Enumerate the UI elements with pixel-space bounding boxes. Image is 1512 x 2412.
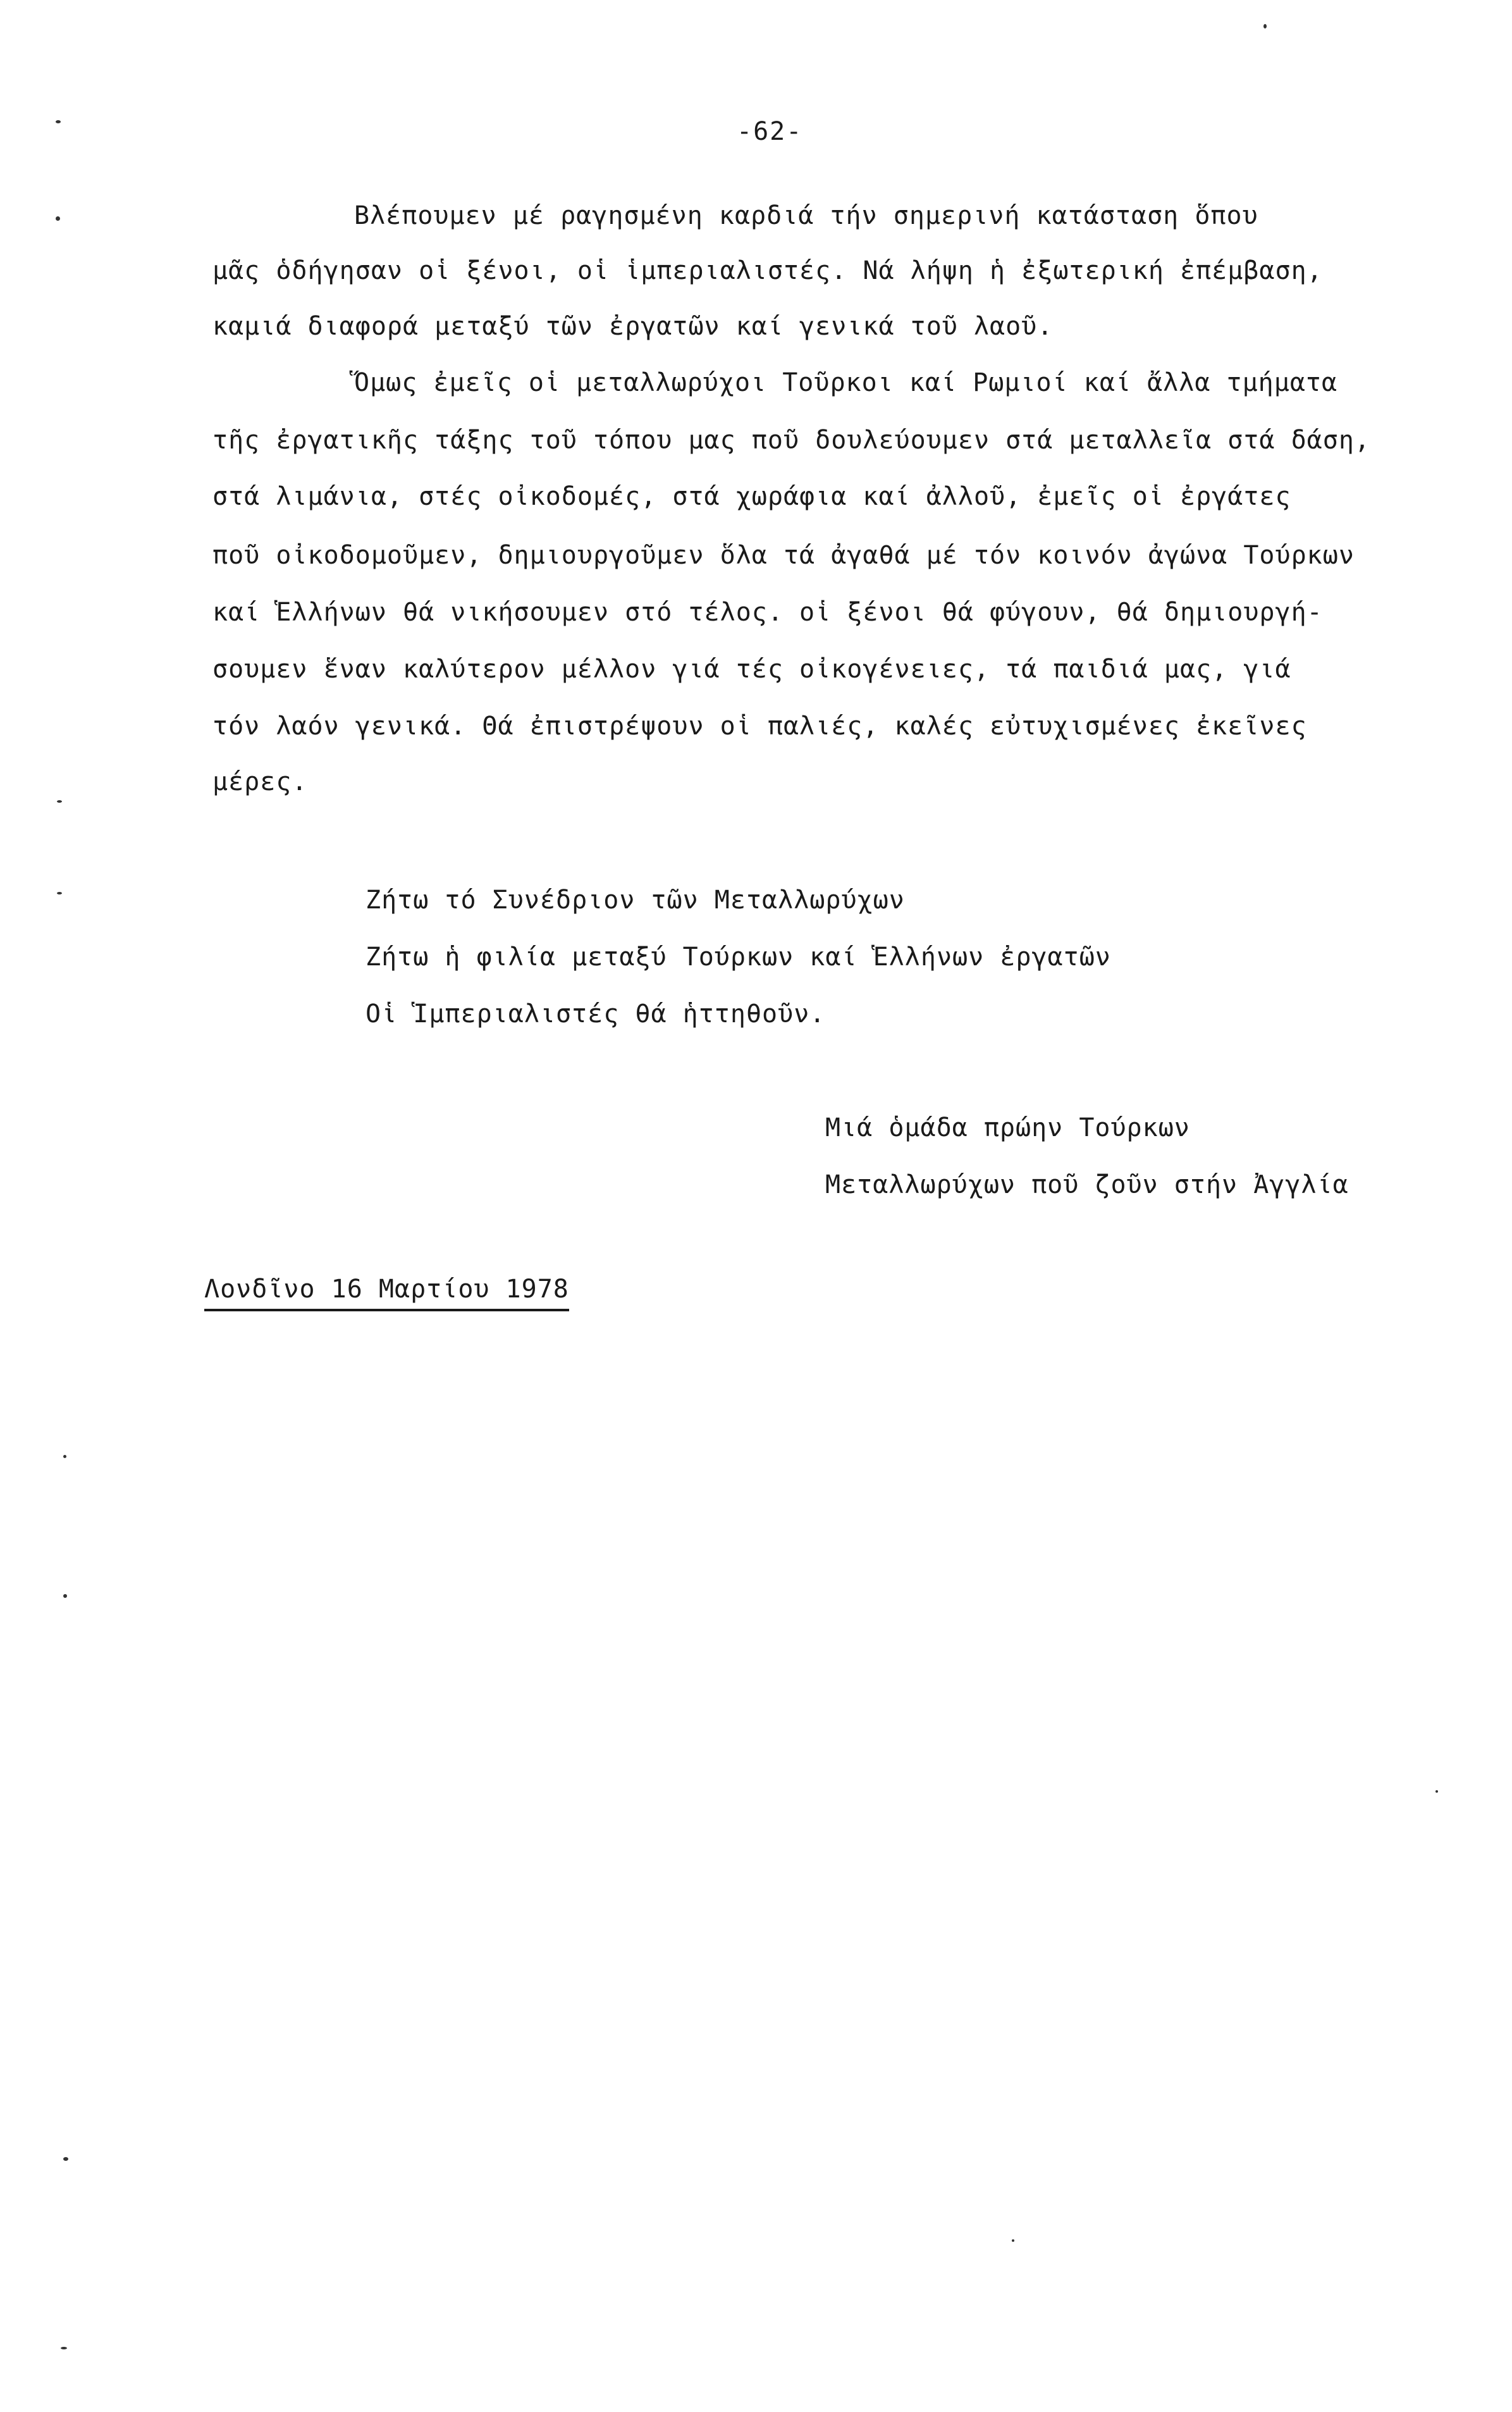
- paragraph-2-line-2: τῆς ἐργατικῆς τάξης τοῦ τόπου μας ποῦ δουλεύουμεν στά μεταλλεῖα στά δάση,: [212, 426, 1370, 455]
- slogan-1: Ζήτω τό Συνέδριον τῶν Μεταλλωρύχων: [366, 886, 905, 915]
- paragraph-1-line-2: μᾶς ὁδήγησαν οἱ ξένοι, οἱ ἱμπεριαλιστές. Νά λήψη ἡ ἐξωτερική ἐπέμβαση,: [212, 256, 1323, 285]
- scan-speck: [57, 800, 62, 803]
- scan-speck: [63, 1455, 66, 1458]
- paragraph-2-line-8: μέρες.: [212, 767, 308, 796]
- scan-speck: [57, 892, 62, 894]
- paragraph-1-line-3: καμιά διαφορά μεταξύ τῶν ἐργατῶν καί γενικά τοῦ λαοῦ.: [212, 312, 1054, 341]
- scan-speck: [1012, 2239, 1014, 2242]
- scan-speck: [63, 1594, 67, 1598]
- scan-speck: [56, 216, 60, 221]
- scan-speck: [61, 2347, 67, 2349]
- scan-speck: [56, 120, 61, 123]
- paragraph-1-line-1: Βλέπουμεν μέ ραγησμένη καρδιά τήν σημερινή κατάσταση ὅπου: [354, 201, 1258, 230]
- paragraph-2-line-4: ποῦ οἰκοδομοῦμεν, δημιουργοῦμεν ὅλα τά ἀγαθά μέ τόν κοινόν ἀγώνα Τούρκων: [212, 541, 1355, 570]
- scan-speck: [1263, 24, 1267, 28]
- slogan-2: Ζήτω ἡ φιλία μεταξύ Τούρκων καί Ἑλλήνων ἐργατῶν: [366, 943, 1111, 972]
- signature-line-1: Μιά ὁμάδα πρώην Τούρκων: [825, 1113, 1190, 1142]
- paragraph-2-line-6: σουμεν ἕναν καλύτερον μέλλον γιά τές οἰκογένειες, τά παιδιά μας, γιά: [212, 655, 1291, 684]
- paragraph-2-line-3: στά λιμάνια, στές οἰκοδομές, στά χωράφια καί ἀλλοῦ, ἐμεῖς οἱ ἐργάτες: [212, 482, 1291, 511]
- signature-line-2: Μεταλλωρύχων ποῦ ζοῦν στήν Ἀγγλία: [825, 1170, 1349, 1199]
- document-date: Λονδῖνο 16 Μαρτίου 1978: [204, 1275, 569, 1311]
- scan-speck: [63, 2157, 68, 2161]
- page-number: -62-: [737, 117, 803, 146]
- slogan-3: Οἱ Ἱμπεριαλιστές θά ἡττηθοῦν.: [366, 999, 826, 1029]
- paragraph-2-line-7: τόν λαόν γενικά. Θά ἐπιστρέψουν οἱ παλιές, καλές εὐτυχισμένες ἐκεῖνες: [212, 712, 1307, 741]
- scan-speck: [1435, 1790, 1438, 1793]
- paragraph-2-line-5: καί Ἑλλήνων θά νικήσουμεν στό τέλος. οἱ ξένοι θά φύγουν, θά δημιουργή-: [212, 598, 1323, 627]
- paragraph-2-line-1: Ὅμως ἐμεῖς οἱ μεταλλωρύχοι Τοῦρκοι καί Ρωμιοί καί ἄλλα τμήματα: [354, 368, 1338, 397]
